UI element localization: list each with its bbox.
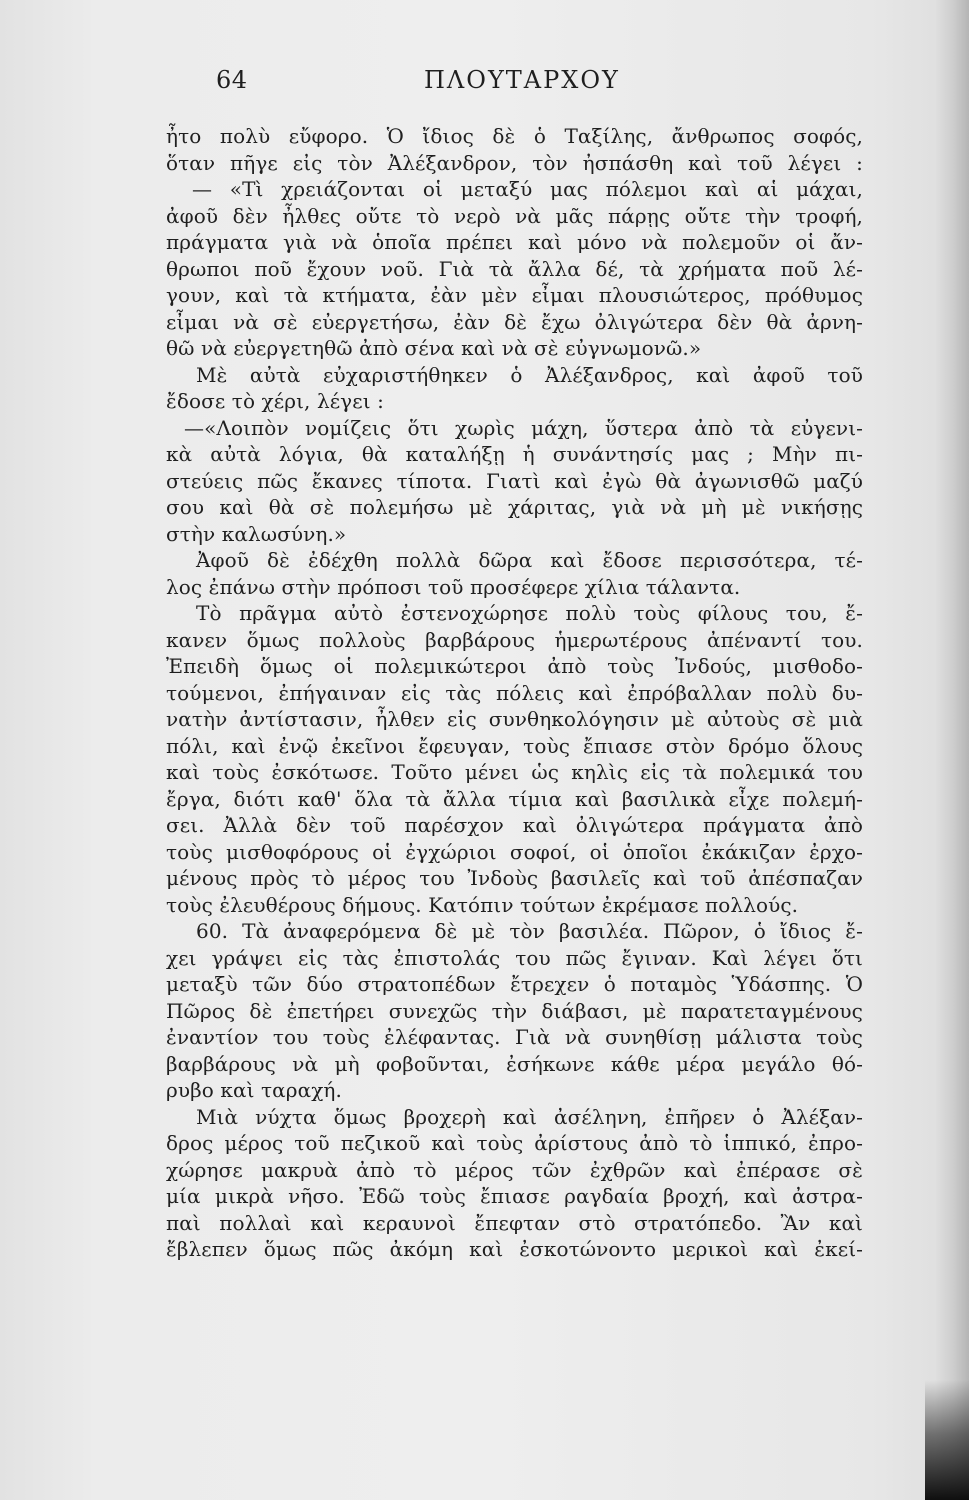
text-line: παὶ πολλαὶ καὶ κεραυνοὶ ἔπεφταν στὸ στρατόπεδο. Ἂν καὶ — [166, 1210, 863, 1235]
text-line: Πῶρος δὲ ἐπετήρει συνεχῶς τὴν διάβασι, μὲ παρατεταγμένους — [166, 998, 863, 1023]
text-line: ἀφοῦ δὲν ἦλθες οὔτε τὸ νερὸ νὰ μᾶς πάρῃς οὔτε τὴν τροφή, — [166, 203, 863, 228]
text-line: στὴν καλωσύνη.» — [166, 521, 347, 546]
text-line: μεταξὺ τῶν δύο στρατοπέδων ἔτρεχεν ὁ ποταμὸς Ὑδάσπης. Ὁ — [166, 972, 863, 996]
text-line: ἔβλεπεν ὅμως πῶς ἀκόμη καὶ ἐσκοτώνοντο μερικοὶ καὶ ἐκεί- — [166, 1237, 863, 1261]
text-line: θρωποι ποῦ ἔχουν νοῦ. Γιὰ τὰ ἄλλα δέ, τὰ χρήματα ποῦ λέ- — [166, 256, 863, 281]
text-line: στεύεις πῶς ἔκανες τίποτα. Γιατὶ καὶ ἐγὼ θὰ ἀγωνισθῶ μαζύ — [166, 468, 863, 493]
text-line: εἶμαι νὰ σὲ εὐεργετήσω, ἐὰν δὲ ἔχω ὀλιγώτερα δὲν θὰ ἀρνη- — [166, 309, 863, 334]
text-line: θῶ νὰ εὐεργετηθῶ ἀπὸ σένα καὶ νὰ σὲ εὐγνωμονῶ.» — [166, 336, 702, 360]
text-line: ἐναντίον του τοὺς ἐλέφαντας. Γιὰ νὰ συνηθίσῃ μάλιστα τοὺς — [166, 1025, 863, 1049]
text-line: δρος μέρος τοῦ πεζικοῦ καὶ τοὺς ἀρίστους ἀπὸ τὸ ἱππικό, ἐπρο- — [166, 1131, 863, 1155]
text-line: κανεν ὅμως πολλοὺς βαρβάρους ἡμερωτέρους ἀπέναντί του. — [166, 627, 863, 652]
text-line: —«Λοιπὸν νομίζεις ὅτι χωρὶς μάχη, ὕστερα ἀπὸ τὰ εὐγενι- — [184, 415, 863, 440]
text-line: Ἐπειδὴ ὅμως οἱ πολεμικώτεροι ἀπὸ τοὺς Ἰνδούς, μισθοδο- — [166, 654, 863, 678]
text-line: μία μικρὰ νῆσο. Ἐδῶ τοὺς ἔπιασε ραγδαία βροχή, καὶ ἀστρα- — [166, 1184, 863, 1208]
text-line: 60. Τὰ ἀναφερόμενα δὲ μὲ τὸν βασιλέα. Πῶρον, ὁ ἴδιος ἔ- — [196, 919, 863, 943]
text-line: ὅταν πῆγε εἰς τὸν Ἀλέξανδρον, τὸν ἠσπάσθη καὶ τοῦ λέγει : — [166, 150, 863, 175]
text-line: μένους πρὸς τὸ μέρος του Ἰνδοὺς βασιλεῖς καὶ τοῦ ἀπέσπαζαν — [166, 866, 863, 890]
text-line: τούμενοι, ἐπήγαιναν εἰς τὰς πόλεις καὶ ἐπρόβαλλαν πολὺ δυ- — [166, 680, 863, 705]
text-line: — «Τὶ χρειάζονται οἱ μεταξύ μας πόλεμοι καὶ αἱ μάχαι, — [192, 177, 863, 201]
text-line: χει γράψει εἰς τὰς ἐπιστολάς του πῶς ἔγιναν. Καὶ λέγει ὅτι — [166, 945, 863, 970]
text-line: τοὺς μισθοφόρους οἱ ἐγχώριοι σοφοί, οἱ ὁποῖοι ἐκάκιζαν ἐρχο- — [166, 839, 863, 864]
text-line: Ἀφοῦ δὲ ἐδέχθη πολλὰ δῶρα καὶ ἔδοσε περισσότερα, τέ- — [196, 548, 863, 572]
page-number: 64 — [216, 66, 248, 94]
scan-corner-shadow — [925, 1380, 969, 1500]
text-line: Τὸ πρᾶγμα αὐτὸ ἐστενοχώρησε πολὺ τοὺς φίλους του, ἔ- — [196, 601, 863, 625]
text-line: βαρβάρους νὰ μὴ φοβοῦνται, ἐσήκωνε κάθε μέρα μεγάλο θό- — [166, 1051, 863, 1076]
text-line: καὶ τοὺς ἐσκότωσε. Τοῦτο μένει ὡς κηλὶς εἰς τὰ πολεμικά του — [166, 760, 863, 784]
text-line: σου καὶ θὰ σὲ πολεμήσω μὲ χάριτας, γιὰ νὰ μὴ μὲ νικήσῃς — [166, 495, 863, 519]
text-line: κὰ αὐτὰ λόγια, θὰ καταλήξῃ ἡ συνάντησίς μας ; Μὴν πι- — [166, 442, 863, 466]
text-line: χώρησε μακρυὰ ἀπὸ τὸ μέρος τῶν ἐχθρῶν καὶ ἐπέρασε σὲ — [166, 1157, 863, 1182]
page-header — [0, 66, 969, 100]
text-line: ρυβο καὶ ταραχή. — [166, 1078, 342, 1102]
text-line: ἔργα, διότι καθ' ὅλα τὰ ἄλλα τίμια καὶ βασιλικὰ εἶχε πολεμή- — [166, 786, 863, 811]
text-line: Μιὰ νύχτα ὅμως βροχερὴ καὶ ἀσέληνη, ἐπῆρεν ὁ Ἀλέξαν- — [196, 1104, 863, 1129]
text-line: Μὲ αὐτὰ εὐχαριστήθηκεν ὁ Ἀλέξανδρος, καὶ ἀφοῦ τοῦ — [196, 362, 863, 387]
text-line: ἦτο πολὺ εὔφορο. Ὁ ἴδιος δὲ ὁ Ταξίλης, ἄνθρωπος σοφός, — [166, 124, 863, 148]
text-line: ἔδοσε τὸ χέρι, λέγει : — [166, 389, 384, 413]
page-edge-shadow — [935, 0, 969, 1500]
text-line: νατὴν ἀντίστασιν, ἦλθεν εἰς συνθηκολόγησιν μὲ αὐτοὺς σὲ μιὰ — [166, 707, 863, 731]
text-line: πόλι, καὶ ἐνῷ ἐκεῖνοι ἔφευγαν, τοὺς ἔπιασε στὸν δρόμο ὅλους — [166, 733, 863, 758]
text-line: γουν, καὶ τὰ κτήματα, ἐὰν μὲν εἶμαι πλουσιώτερος, πρόθυμος — [166, 283, 863, 307]
text-line: λος ἐπάνω στὴν πρόποσι τοῦ προσέφερε χίλια τάλαντα. — [166, 574, 741, 599]
text-line: τοὺς ἐλευθέρους δήμους. Κατόπιν τούτων ἐκρέμασε πολλούς. — [166, 892, 799, 917]
body-text — [166, 123, 863, 1263]
running-title: ΠΛΟΥΤΑΡΧΟΥ — [424, 66, 620, 94]
text-line: σει. Ἀλλὰ δὲν τοῦ παρέσχον καὶ ὀλιγώτερα πράγματα ἀπὸ — [166, 813, 863, 837]
text-line: πράγματα γιὰ νὰ ὁποῖα πρέπει καὶ μόνο νὰ πολεμοῦν οἱ ἄν- — [166, 230, 863, 254]
